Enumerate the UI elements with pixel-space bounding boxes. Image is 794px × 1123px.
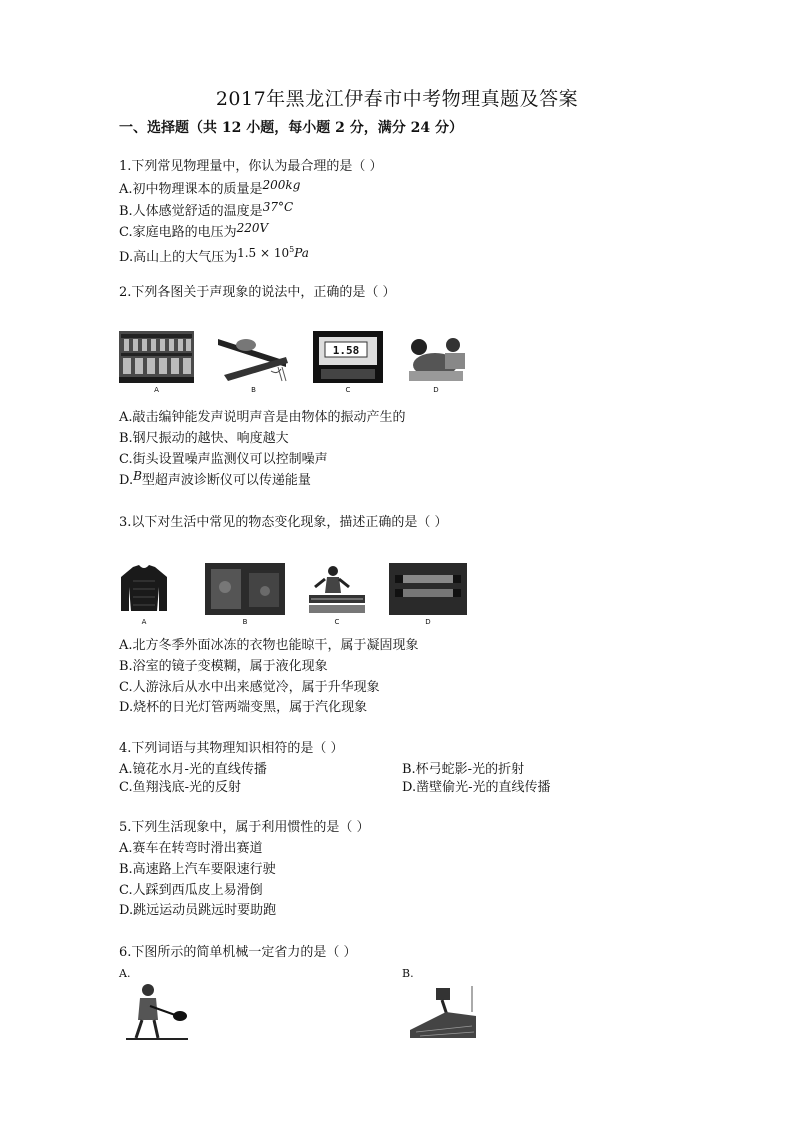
section-heading: 一、选择题（共 12 小题，每小题 2 分，满分 24 分）: [119, 120, 463, 136]
page-title: 2017年黑龙江伊春市中考物理真题及答案: [215, 88, 579, 110]
q1-b-text: B.人体感觉舒适的温度是: [119, 204, 263, 219]
q1-b-math: 37°C: [262, 200, 294, 214]
q3-option-a: A.北方冬季外面冰冻的衣物也能晾干，属于凝固现象: [119, 638, 419, 653]
q2-caption-a: A: [154, 386, 159, 394]
q2-option-b: B.钢尺振动的越快、响度越大: [119, 431, 289, 446]
q1-option-c: [119, 221, 269, 241]
q1-c-text: C.家庭电路的电压为: [119, 225, 237, 240]
q3-caption-d: D: [425, 618, 431, 626]
q3-option-d: D.烧杯的日光灯管两端变黑，属于汽化现象: [119, 700, 368, 715]
q1-stem: 1.下列常见物理量中，你认为最合理的是（ ）: [119, 159, 383, 174]
noise-meter-image: [313, 331, 383, 383]
q4-option-a: A.镜花水月-光的直线传播: [119, 762, 267, 777]
q3-figure-d: [389, 563, 467, 626]
q1-d-math-exp: 5: [289, 245, 295, 254]
q6-option-a-label: A.: [119, 967, 131, 980]
q2-caption-d: D: [433, 386, 439, 394]
ultrasound-scan-image: [405, 331, 467, 383]
shovel-worker-image: [126, 982, 188, 1042]
q2-d-text: 型超声波诊断仪可以传递能量: [141, 473, 311, 488]
q2-figure-a: [119, 331, 194, 394]
q6-stem: 6.下图所示的简单机械一定省力的是（ ）: [119, 945, 357, 960]
q2-figure-d: [405, 331, 467, 394]
q1-d-text: D.高山上的大气压为: [119, 250, 238, 265]
ruler-vibration-image: [216, 331, 291, 383]
q3-figure-c: [307, 563, 367, 626]
q6-option-b-label: B.: [402, 967, 414, 980]
q5-option-d: D.跳远运动员跳远时要助跑: [119, 903, 277, 918]
q5-option-a: A.赛车在转弯时滑出赛道: [119, 841, 263, 856]
q3-stem: 3.以下对生活中常见的物态变化现象，描述正确的是（ ）: [119, 515, 448, 530]
q1-d-math-base: 1.5 × 10: [237, 246, 290, 260]
q2-option-a: A.敲击编钟能发声说明声音是由物体的振动产生的: [119, 410, 406, 425]
q5-option-c: C.人踩到西瓜皮上易滑倒: [119, 883, 263, 898]
q2-figure-row: [119, 331, 489, 394]
q4-option-b: B.杯弓蛇影-光的折射: [402, 762, 525, 777]
q3-caption-a: A: [141, 618, 147, 626]
q3-option-c: C.人游泳后从水中出来感觉冷，属于升华现象: [119, 680, 380, 695]
q3-caption-c: C: [334, 618, 340, 626]
foggy-mirror-image: [205, 563, 285, 615]
q1-option-d: [119, 246, 309, 266]
q2-caption-c: C: [345, 386, 351, 394]
q1-c-math: 220V: [236, 221, 269, 235]
q2-figure-b: [216, 331, 291, 394]
q4-option-d: D.凿壁偷光-光的直线传播: [402, 780, 551, 795]
q2-d-prefix: D.: [119, 473, 134, 488]
q1-a-math: 200kg: [262, 178, 301, 192]
crowbar-rock-image: [406, 982, 480, 1042]
swimmer-image: [307, 563, 367, 615]
q2-caption-b: B: [251, 386, 256, 394]
q1-a-text: A.初中物理课本的质量是: [119, 182, 263, 197]
q1-option-b: [119, 200, 294, 220]
q2-option-d: [119, 469, 311, 489]
q4-option-c: C.鱼翔浅底-光的反射: [119, 780, 242, 795]
q2-option-c: C.街头设置噪声监测仪可以控制噪声: [119, 452, 328, 467]
q5-stem: 5.下列生活现象中，属于利用惯性的是（ ）: [119, 820, 370, 835]
q4-stem: 4.下列词语与其物理知识相符的是（ ）: [119, 741, 344, 756]
q2-stem: 2.下列各图关于声现象的说法中，正确的是（ ）: [119, 285, 396, 300]
sweater-image: [119, 563, 169, 615]
q2-d-math: B: [133, 469, 142, 483]
q1-d-math: [237, 246, 309, 260]
q5-option-b: B.高速路上汽车要限速行驶: [119, 862, 276, 877]
meter-reading: 1.58: [332, 344, 360, 357]
q2-figure-c: [313, 331, 383, 394]
q1-d-math-unit: Pa: [294, 246, 309, 260]
fluorescent-tube-image: [389, 563, 467, 615]
bianzhong-bells-image: [119, 331, 194, 383]
q3-figure-a: [119, 563, 169, 626]
q3-figure-b: [205, 563, 285, 626]
q3-option-b: B.浴室的镜子变模糊，属于液化现象: [119, 659, 328, 674]
q3-figure-row: [119, 563, 489, 626]
q3-caption-b: B: [242, 618, 248, 626]
q1-option-a: [119, 178, 301, 198]
